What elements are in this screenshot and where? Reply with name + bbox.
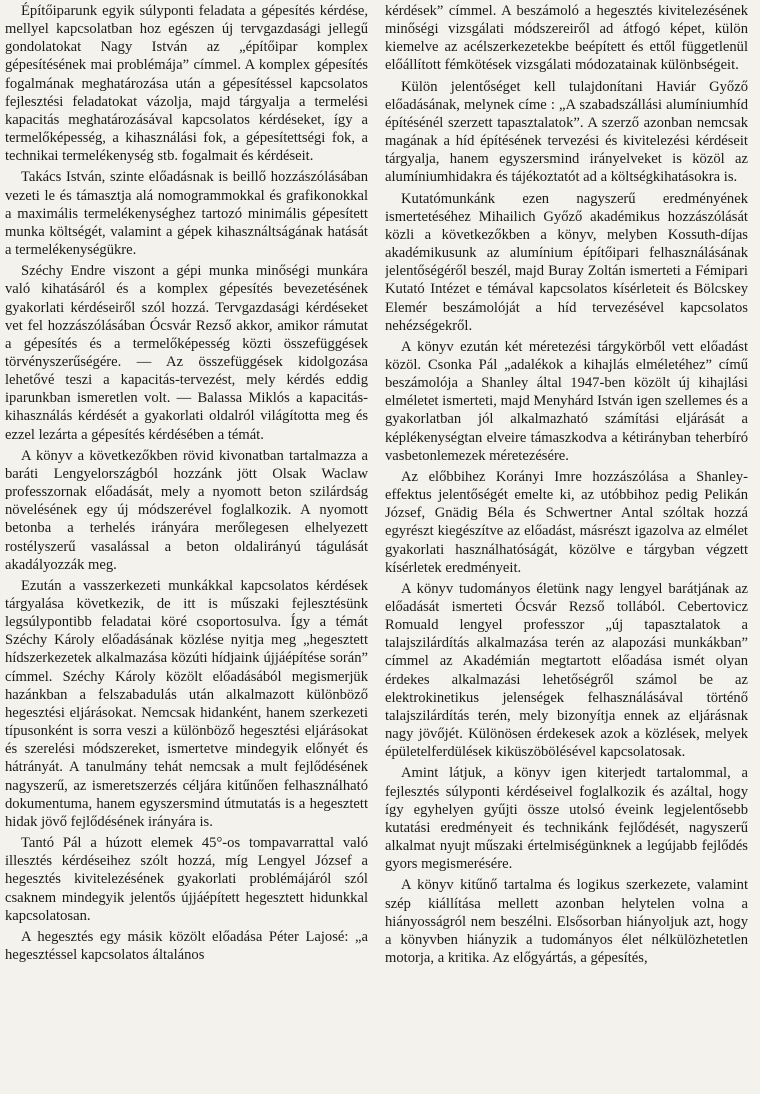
paragraph: A hegesztés egy másik közölt előadása Péter Lajosé: „a hegesztéssel kapcsolatos általános [5,928,368,963]
paragraph: A könyv kitűnő tartalma és logikus szerkezete, valamint szép kiállítása mellett azonban helytelen volna a hiányosságról nem beszélni. Elsősorban hiányoljuk azt, hogy a könyvben hiányzik a tudományos élet nélkülözhetetlen motorja, a kritika. Az előgyártás, a gépesítés, [385,877,748,966]
paragraph: Amint látjuk, a könyv igen kiterjedt tartalommal, a fejlesztés súlyponti kérdéseivel foglalkozik és azáltal, hogy így egyhelyen gyűjti össze utolsó éveink legjelentősebb kutatási eredményeit és technikánk fejlődését, nagyszerű alkalmat nyujt műszaki értelmiségünknek a legújabb fejlődés gyors megismerésére. [385,765,748,873]
paragraph: Építőiparunk egyik súlyponti feladata a gépesítés kérdése, mellyel kapcsolatban hoz egészen új tervgazdasági jellegű gondolatokat Nagy István az „építőipar komplex gépesítésének mai problémája” címmel. A komplex gépesítés fogalmának meghatározása után a gépesítéssel kapcsolatos fejlesztési feladatokat vázolja, majd tárgyalja a termelési kapacitás meghatározásával kapcsolatos kérdéseket, így a termelőképesség, a kihasználási fok, a gépesítettségi fok, a technikai termelékenység stb. fogalmait és kérdéseit. [5,3,368,165]
paragraph: A könyv tudományos életünk nagy lengyel barátjának az előadását ismerteti Ócsvár Rezső tollából. Cebertovicz Romuald lengyel professzor „új tapasztalatok a talajszilárdítás alkalmazása terén az alapozási munkákban” címmel az Akadémián megtartott előadása ismét olyan érdekes alkalmazási lehetőségről számol be az elektrokinetikus jelenségek felhasználásával történő talajszilárdítás terén, mely bizonyítja ennek az eljárásnak nagy jövőjét. Különösen érdekesek azok a közlések, melyek épületelferdülések kiküszöbölésével kapcsolatosak. [385,580,748,761]
right-column [385,2,748,1094]
paragraph: Külön jelentőséget kell tulajdonítani Haviár Győző előadásának, melynek címe : „A szabadszállási alumíniumhíd építésénél szerzett tapasztalatok”. A szerző azonban nemcsak magának a híd építésének tervezési és kivitelezési kérdéseit tárgyalja, hanem egyszersmind irányelveket is közöl az alumíniumhidakra és tájékoztatót ad a költségkihatásokra is. [385,78,748,186]
paragraph: Tantó Pál a húzott elemek 45°-os tompavarrattal való illesztés kérdéseihez szólt hozzá, míg Lengyel József a hegesztés kivitelezésének gyakorlati problémájáról szól csaknem mindegyik jelentős újjáépített hegesztett hidunkkal kapcsolatosan. [5,835,368,924]
paragraph: Széchy Endre viszont a gépi munka minőségi munkára való kihatásáról és a komplex gépesítés bevezetésének gyakorlati kérdéseiről szól hozzá. Tervgazdasági kérdéseket vet fel hozzászólásában Ócsvár Rezső akkor, amikor rámutat a gépesítés és a termelőképesség közti összefüggések törvényszerűségére. — Az összefüggések kidolgozása lehetővé teszi a kapacitás-tervezést, mely kérdés eddig iparunkban ismeretlen volt. — Balassa Miklós a kapacitás-kihasználás kérdését a gyakorlati oldalról világította meg és ezzel lezárta a gépesítés kérdésében a témát. [5,263,368,443]
paragraph: A könyv ezután két méretezési tárgykörből vett előadást közöl. Csonka Pál „adalékok a kihajlás elméletéhez” című beszámolója a Shanley által 1947-ben közölt új kihajlási elméletet ismerteti, majd Menyhárd István igen szellemes és a gyakorlatban jól alkalmazható számítási eljárását a képlékenységtan elveire támaszkodva a kétirányban teherbíró vasbetonlemezek méretezésére. [385,338,748,464]
paragraph: A könyv a következőkben rövid kivonatban tartalmazza a baráti Lengyelországból hozzánk jött Olsak Waclaw professzornak előadását, mely a nyomott beton szilárdság növelésének egy új módszerével foglalkozik. A nyomott betonba a terhelés irányára merőlegesen elhelyezett rostélyszerű vasalással a beton oldalirányú tágulását akadályozzák meg. [5,447,368,573]
paragraph: Takács István, szinte előadásnak is beillő hozzászólásában vezeti le és támasztja alá nomogrammokkal és grafikonokkal a maximális termelékenységhez tartozó minimális gépesített munka költségét, valamint a gépek kihasználtságának hatását a termelékenységükre. [5,169,368,259]
paragraph: kérdések” címmel. A beszámoló a hegesztés kivitelezésének minőségi vizsgálati módszereiről ad átfogó képet, külön kiemelve az acélszerkezetekbe beépített és ettől függetlenül előállított fémkötések vizsgálati módozatainak különbségeit. [385,3,748,74]
paragraph: Kutatómunkánk ezen nagyszerű eredményének ismertetéséhez Mihailich Győző akadémikus hozzászólását közli a következőkben a könyv, melyben Kossuth-díjas akadémikusunk az alumínium építőipari felhasználásának jelentőségéről beszél, majd Buray Zoltán ismerteti a Fémipari Kutató Intézet e témával kapcsolatos kísérleteit és Bölcskey Elemér beszámolóját a híd tervezésével kapcsolatos nehézségekről. [385,190,748,334]
left-column [5,2,368,1094]
paragraph: Az előbbihez Korányi Imre hozzászólása a Shanley-effektus jelentőségét emelte ki, az utóbbihoz pedig Pelikán József, Gnädig Béla és Schwertner Antal szóltak hozzá egyrészt kiegészítve az előadást, másrészt igazolva az elmélet gyakorlati használhatóságát, közölve e tárgyban végzett kísérletek eredményeit. [385,468,748,576]
paragraph: Ezután a vasszerkezeti munkákkal kapcsolatos kérdések tárgyalása következik, de itt is műszaki fejlesztésünk legsúlypontibb feladatai köré csoportosulva. Így a témát Széchy Károly előadásának közlése nyitja meg „hegesztett hídszerkezetek alkalmazása közúti hídjaink újjáépítése során” címmel. Széchy Károly közölt előadásából megismerjük hazánkban a felszabadulás után alkalmazott különböző hegesztési eljárásokat. Nemcsak hidanként, hanem szerkezeti típusonként is sorra veszi a különböző hegesztési eljárásokat és szerelési módszereket, ismertetve mindegyik előnyét és hátrányát. A tanulmány tehát nemcsak a mult fejlődésének nagyszerű, az ismeretszerzés céljára kitűnően felhasználható dokumentuma, hanem egyszersmind útmutatás is a hegesztett hidak jövő fejlődésének irányára is. [5,577,368,830]
